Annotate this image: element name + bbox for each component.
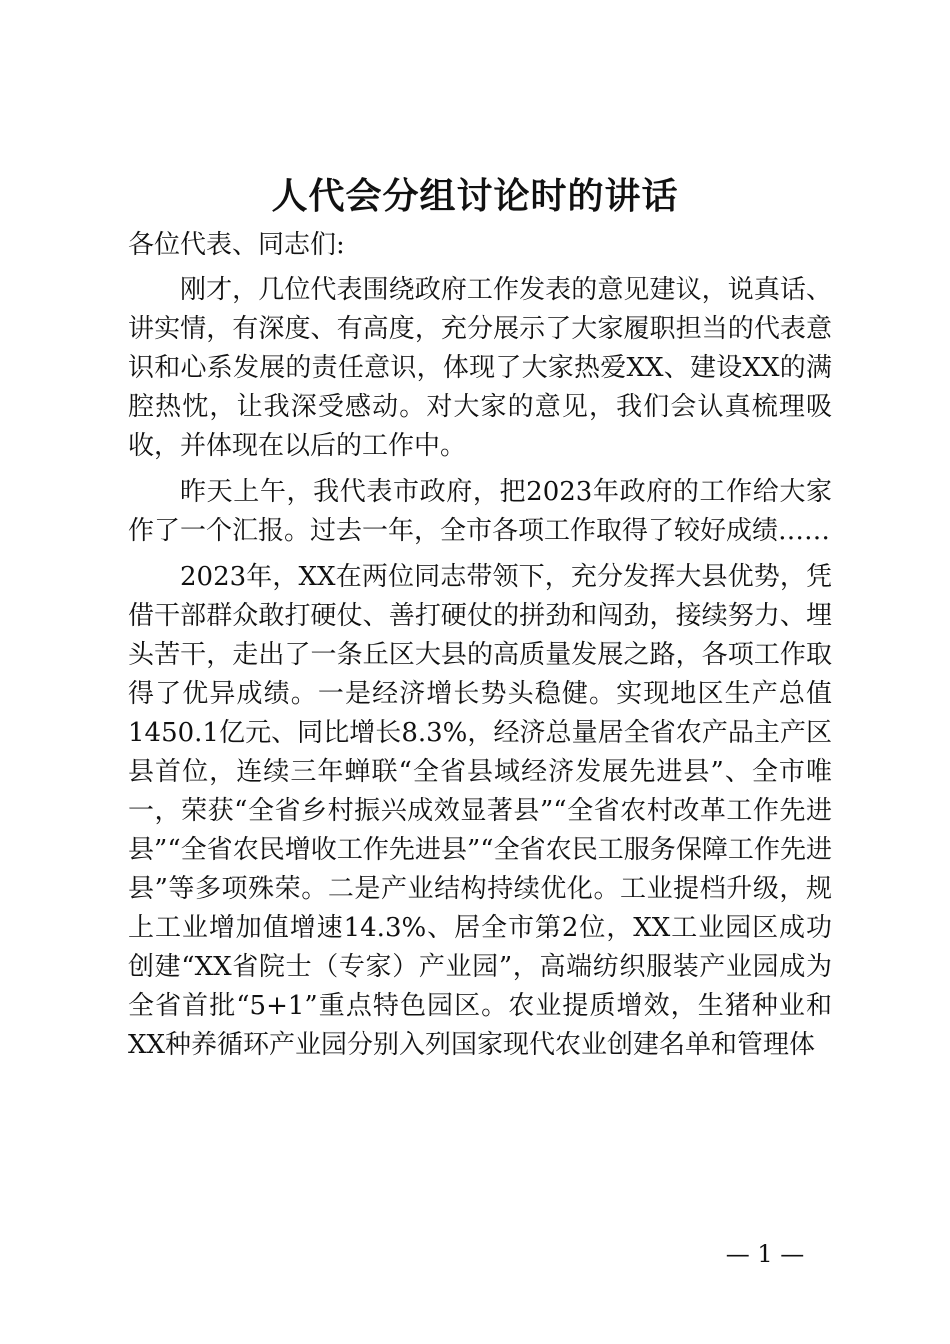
paragraph-1: 刚才，几位代表围绕政府工作发表的意见建议，说真话、讲实情，有深度、有高度，充分展示了大家履职担当的代表意识和心系发展的责任意识，体现了大家热爱XX、建设XX的满腔热忱，让我深受感动。对大家的意见，我们会认真梳理吸收，并体现在以后的工作中。 — [128, 275, 832, 461]
document-title: 人代会分组讨论时的讲话 — [271, 175, 679, 217]
page-number: — 1 — — [725, 1240, 805, 1268]
salutation: 各位代表、同志们: — [128, 230, 345, 260]
document-body — [128, 226, 832, 1072]
paragraph-2: 昨天上午，我代表市政府，把2023年政府的工作给大家作了一个汇报。过去一年，全市各项工作取得了较好成绩…… — [128, 477, 832, 546]
paragraph-3: 2023年，XX在两位同志带领下，充分发挥大县优势，凭借干部群众敢打硬仗、善打硬仗的拼劲和闯劲，接续努力、埋头苦干，走出了一条丘区大县的高质量发展之路，各项工作取得了优异成绩。一是经济增长势头稳健。实现地区生产总值1450.1亿元、同比增长8.3%，经济总量居全省农产品主产区县首位，连续三年蝉联“全省县域经济发展先进县”、全市唯一，荣获“全省乡村振兴成效显著县”“全省农村改革工作先进县”“全省农民增收工作先进县”“全省农民工服务保障工作先进县”等多项殊荣。二是产业结构持续优化。工业提档升级，规上工业增加值增速14.3%、居全市第2位，XX工业园区成功创建“XX省院士（专家）产业园”，高端纺织服装产业园成为全省首批“5+1”重点特色园区。农业提质增效，生猪种业和XX种养循环产业园分别入列国家现代农业创建名单和管理体 — [128, 562, 832, 1060]
